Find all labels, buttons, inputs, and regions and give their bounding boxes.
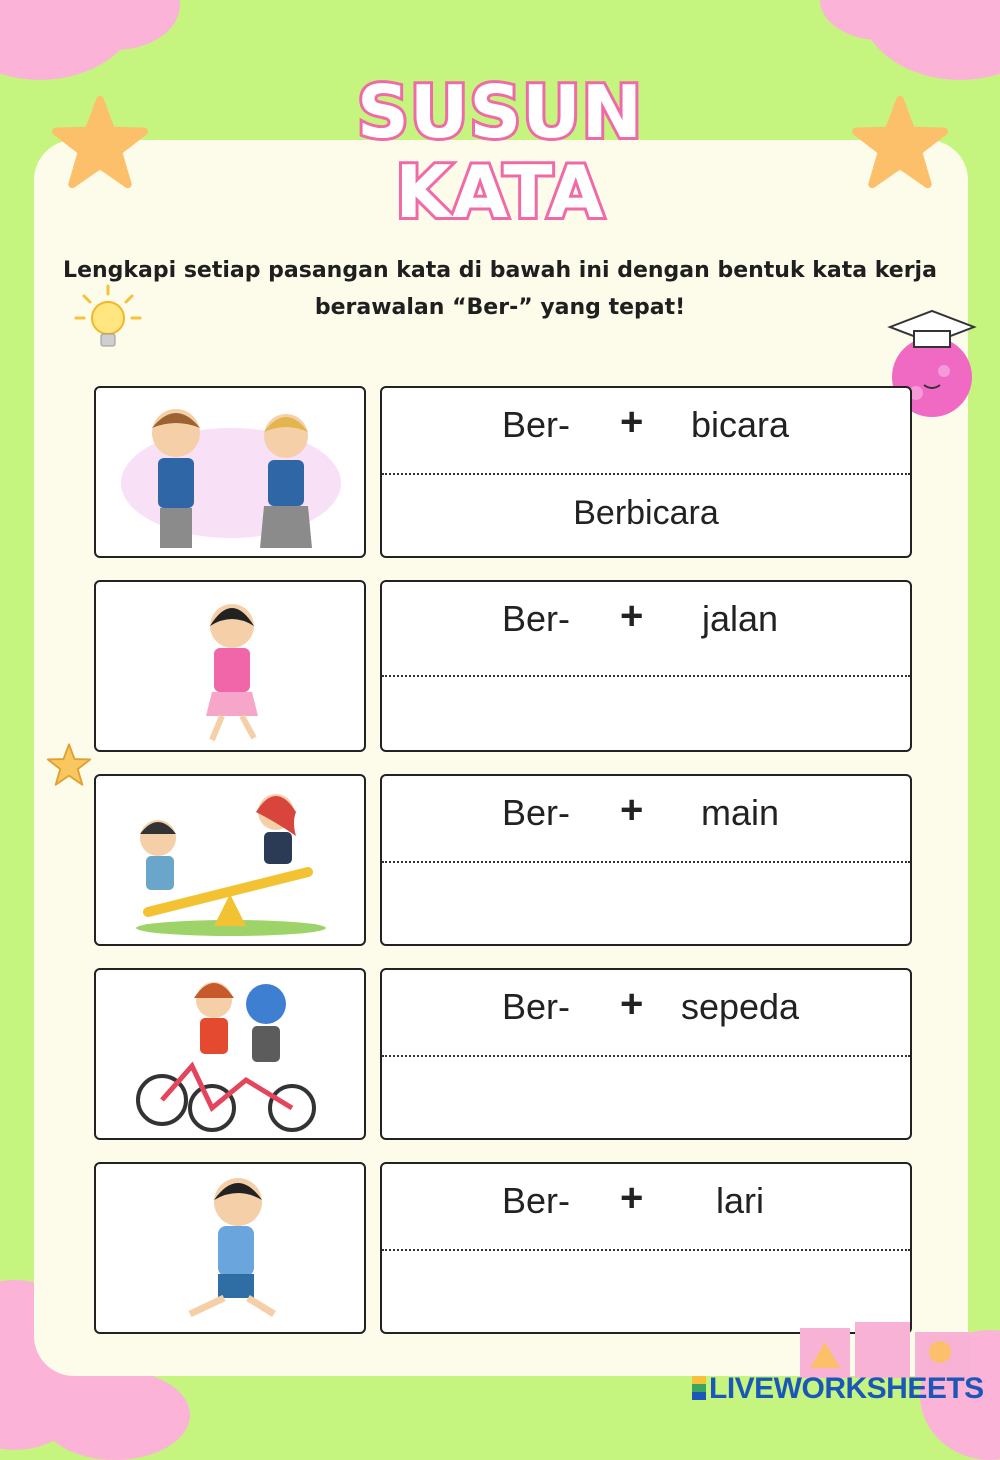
root-word: jalan [701, 598, 779, 639]
answer-box-4 [380, 968, 912, 1140]
page-title-line-1: SUSUN [357, 70, 643, 154]
prefix-text: Ber- [502, 404, 571, 445]
plus-sign: + [620, 400, 644, 444]
instruction-line-1: Lengkapi setiap pasangan kata di bawah ini dengan bentuk kata kerja [63, 258, 937, 283]
prefix-text: Ber- [502, 1180, 571, 1221]
dotted-divider [382, 675, 910, 677]
dotted-divider [382, 861, 910, 863]
boy-running-illustration [96, 1164, 363, 1331]
answer-box-2 [380, 580, 912, 752]
picture-box-playing [94, 774, 366, 946]
plus-sign: + [620, 982, 644, 1026]
plus-sign: + [620, 1176, 644, 1220]
corner-cloud-decoration [40, 1370, 190, 1460]
picture-box-walking [94, 580, 366, 752]
root-word: main [700, 792, 780, 833]
page-title-line-2: KATA [395, 150, 605, 234]
kids-seesaw-illustration [96, 776, 363, 943]
girl-walking-illustration [96, 582, 363, 749]
picture-box-cycling [94, 968, 366, 1140]
puzzle-pieces-icon [800, 1318, 970, 1378]
dotted-divider [382, 1249, 910, 1251]
prefix-text: Ber- [502, 986, 571, 1027]
dotted-divider [382, 1055, 910, 1057]
picture-box-running [94, 1162, 366, 1334]
answer-box-3 [380, 774, 912, 946]
prefix-text: Ber- [502, 598, 571, 639]
answer-box-5 [380, 1162, 912, 1334]
star-icon [46, 742, 92, 788]
instruction-line-2: berawalan “Ber-” yang tepat! [314, 295, 686, 320]
instruction-text [40, 252, 960, 326]
root-word: bicara [690, 404, 790, 445]
picture-box-talking [94, 386, 366, 558]
root-word: lari [715, 1180, 764, 1221]
students-talking-illustration [96, 388, 363, 555]
answer-box-1 [380, 386, 912, 558]
plus-sign: + [620, 594, 644, 638]
liveworksheets-watermark [692, 1372, 984, 1406]
answer-input[interactable]: Berbicara [573, 494, 719, 532]
plus-sign: + [620, 788, 644, 832]
kids-bicycle-illustration [96, 970, 363, 1137]
watermark-text: LIVEWORKSHEETS [709, 1372, 984, 1405]
watermark-logo-icon [692, 1376, 706, 1400]
dotted-divider [382, 473, 910, 475]
prefix-text: Ber- [502, 792, 571, 833]
root-word: sepeda [680, 986, 800, 1027]
